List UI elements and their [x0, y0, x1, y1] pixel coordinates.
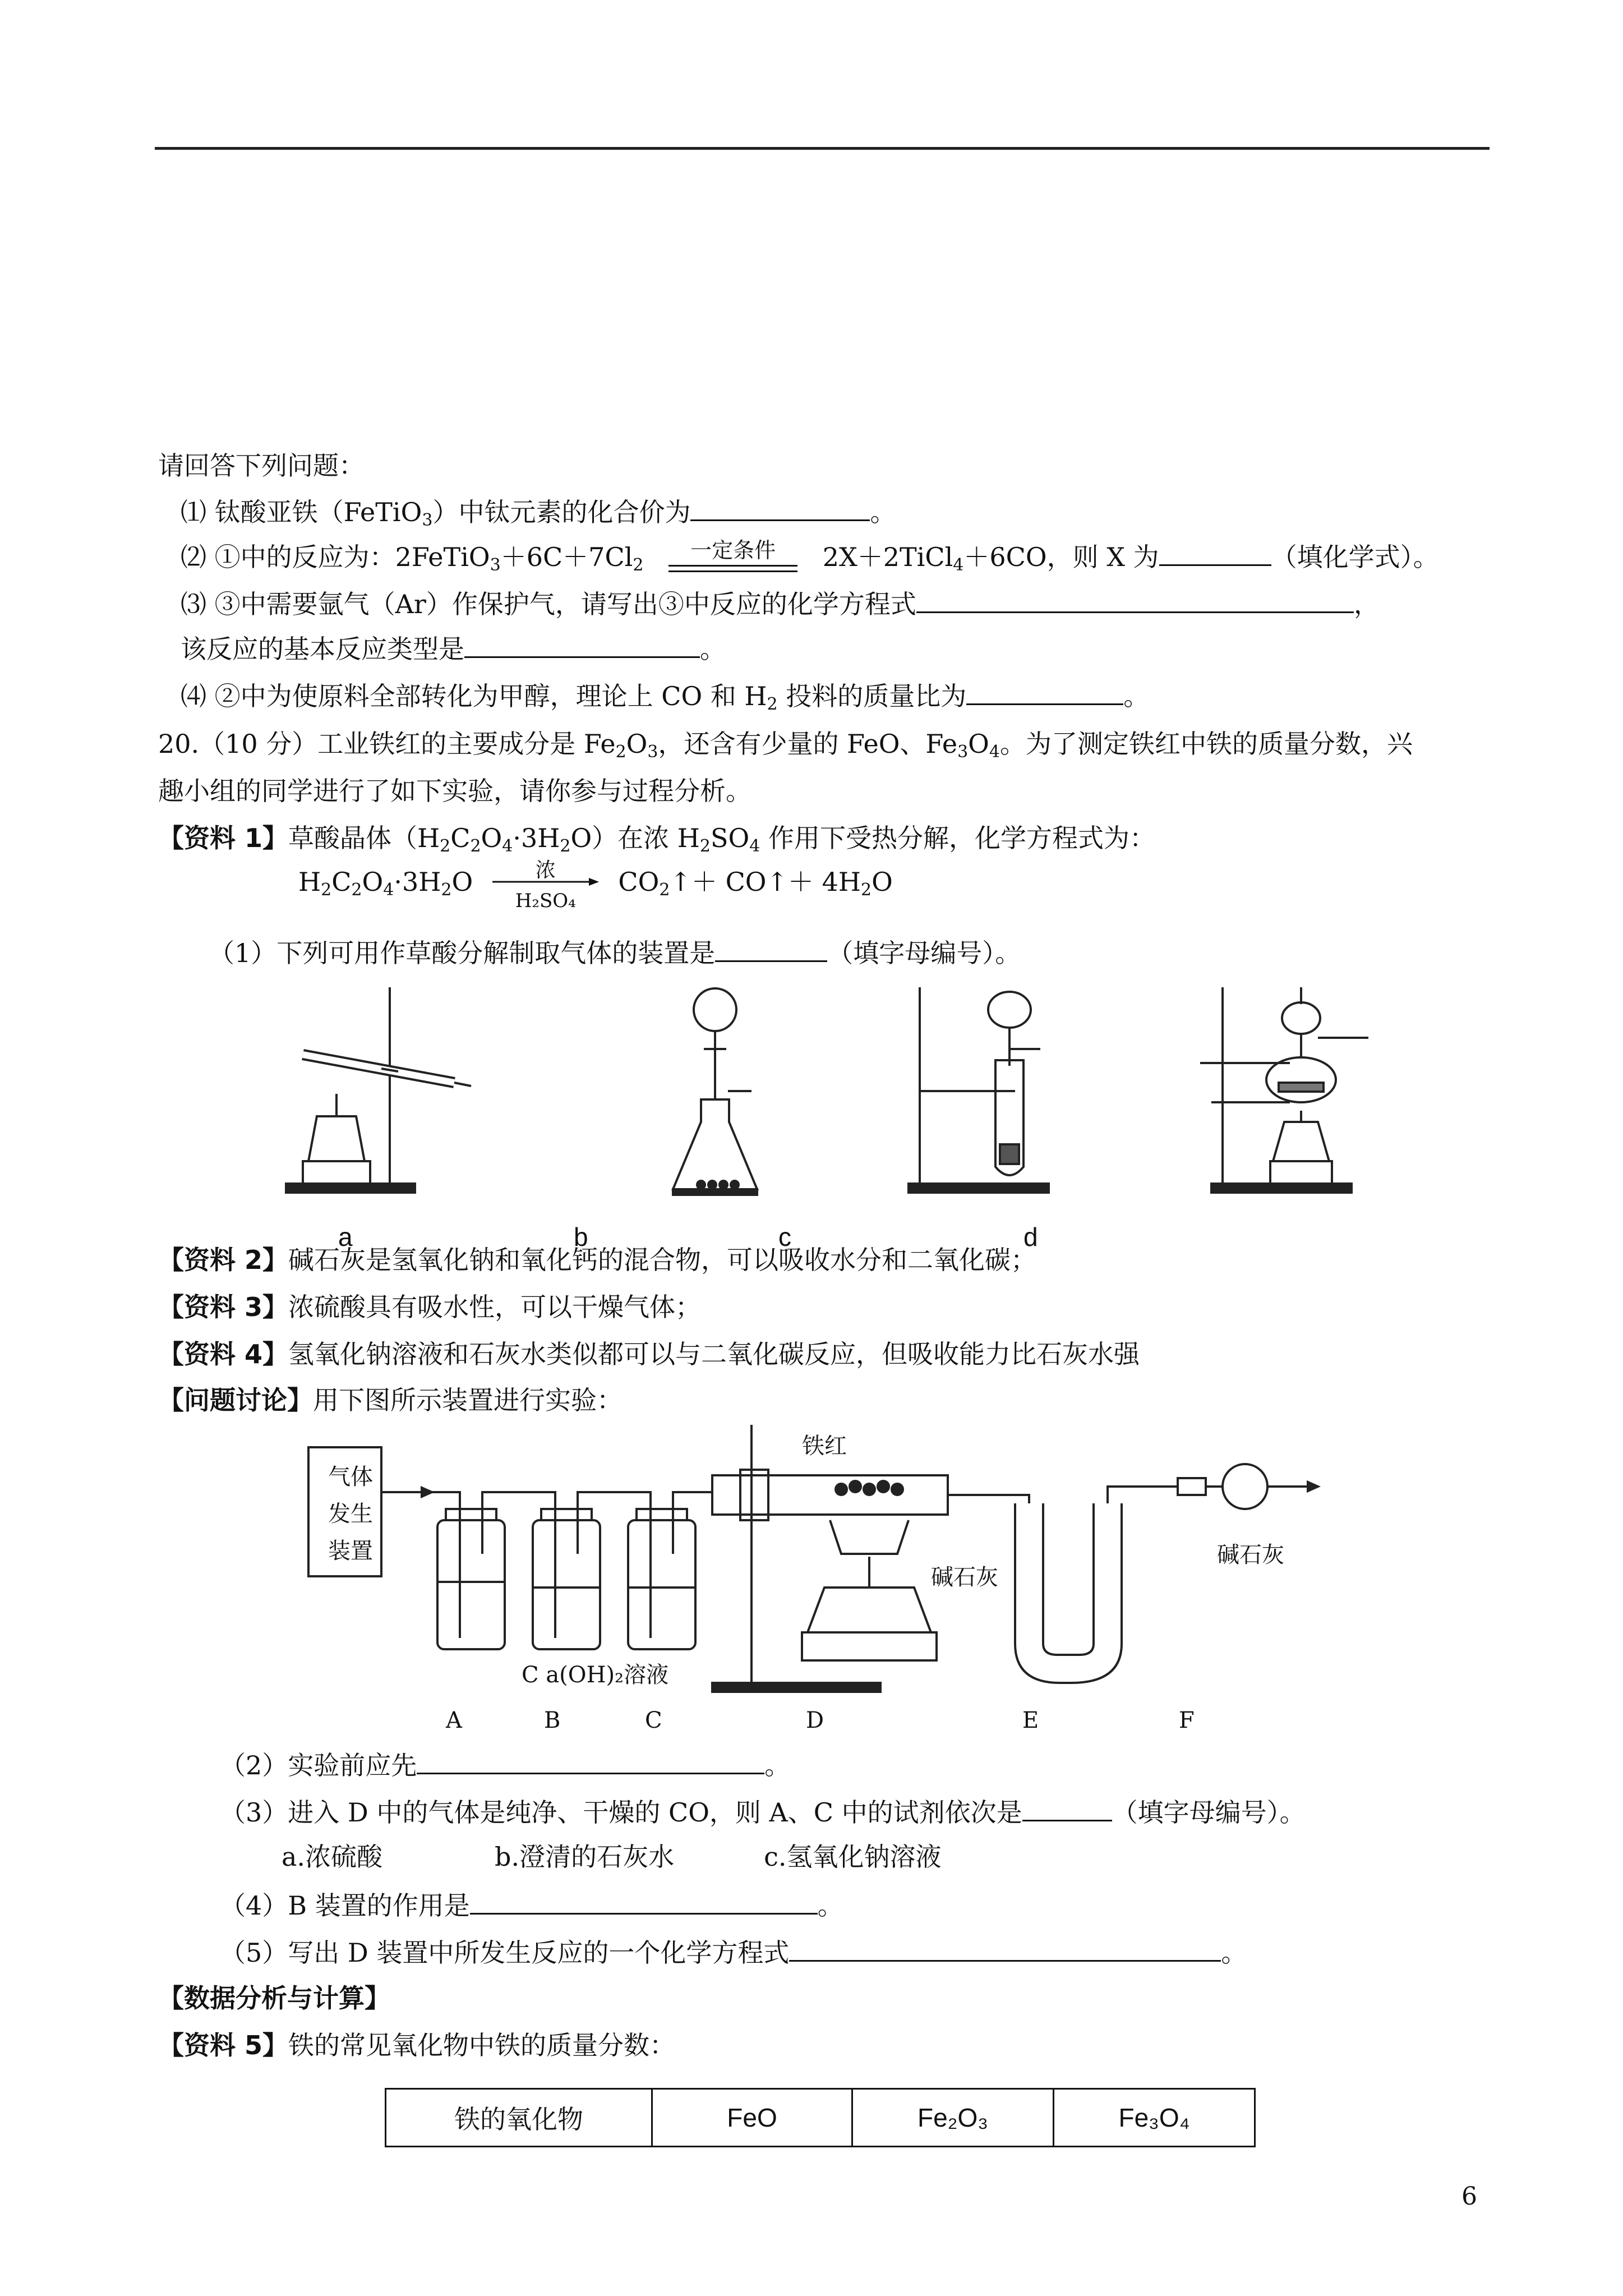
table-cell: 铁的氧化物 — [386, 2089, 652, 2147]
iron-oxide-table — [385, 2088, 1256, 2147]
answer-blank[interactable] — [916, 586, 1354, 613]
material-1: 【资料 1】草酸晶体$(H_2C_2O_4\cdot 3H_2O)$在浓 $H_2SO_4$ 作用下受热分解，化学方程式为： — [158, 823, 1155, 856]
answer-blank[interactable] — [690, 494, 870, 521]
q20-2: （2）实验前应先 。 — [220, 1747, 790, 1782]
oxalic-equation: $H_2C_2O_4\cdot 3H_2O$ 浓 H₂SO₄ $CO_2↑+$ CO↑＋ $4H_2O$ — [298, 859, 893, 912]
intro-line: 请回答下列问题： — [158, 450, 365, 481]
q19-3: ⑶ ③中需要氩气（Ar）作保护气，请写出③中反应的化学方程式 ， — [181, 586, 1380, 621]
setup-label-f: F — [1179, 1708, 1195, 1733]
setup-label-a: A — [446, 1708, 462, 1733]
q20-5: （5）写出 D 装置中所发生反应的一个化学方程式 。 — [220, 1934, 1247, 1970]
answer-blank[interactable] — [464, 631, 700, 658]
bottle-b — [482, 1492, 600, 1649]
option-b: b.澄清的石灰水 — [495, 1842, 675, 1872]
material-3: 【资料 3】浓硫酸具有吸水性，可以干燥气体； — [158, 1292, 702, 1322]
reaction-arrow: 浓 H₂SO₄ — [492, 862, 599, 907]
answer-blank[interactable] — [417, 1747, 764, 1774]
bottle-c — [578, 1492, 712, 1649]
answer-blank[interactable] — [1022, 1794, 1112, 1821]
q20-3-options — [282, 1840, 942, 1874]
q19-1: ⑴ 钛酸亚铁（FeTiO$_3$）中钛元素的化合价为 。 — [181, 494, 896, 529]
material-4: 【资料 4】氢氧化钠溶液和石灰水类似都可以与二氧化碳反应，但吸收能力比石灰水强 — [158, 1339, 1140, 1369]
apparatus-c — [909, 987, 1049, 1193]
caoh2-label: C a(OH)₂溶液 — [522, 1662, 669, 1688]
material-2: 【资料 2】碱石灰是氢氧化钠和氧化钙的混合物，可以吸收水分和二氧化碳； — [158, 1245, 1037, 1275]
iron-red-label: 铁红 — [802, 1433, 847, 1459]
experiment-setup-figure — [303, 1419, 1368, 1700]
apparatus-b — [673, 988, 757, 1195]
material-5: 【资料 5】铁的常见氧化物中铁的质量分数： — [158, 2030, 676, 2060]
table-cell: FeO — [652, 2089, 852, 2147]
q20-head2: 趣小组的同学进行了如下实验，请你参与过程分析。 — [158, 776, 751, 806]
bottle-a — [432, 1492, 505, 1649]
setup-label-b: B — [544, 1708, 561, 1733]
q20-3: （3）进入 D 中的气体是纯净、干燥的 CO，则 A、C 中的试剂依次是 （填字母编号）。 — [220, 1794, 1306, 1829]
apparatus-label-a: a — [338, 1222, 353, 1251]
apparatus-d — [1200, 987, 1368, 1193]
apparatus-label-c: c — [778, 1222, 791, 1251]
reaction-condition-sign: 一定条件 — [668, 542, 797, 576]
apparatus-label-d: d — [1023, 1222, 1038, 1251]
soda-lime-label-e: 碱石灰 — [931, 1565, 998, 1590]
table-row — [386, 2089, 1255, 2147]
apparatus-label-b: b — [574, 1222, 588, 1251]
answer-blank[interactable] — [789, 1934, 1221, 1962]
q20-4: （4）B 装置的作用是 。 — [220, 1887, 843, 1922]
setup-label-d: D — [806, 1708, 824, 1733]
calc-heading: 【数据分析与计算】 — [158, 1983, 390, 2013]
q19-2: ⑵ ①中的反应为：$2FeTiO_3+6C+7Cl_2$ 一定条件 2X＋2TiCl$_4$＋6CO，则 X 为 （填化学式）。 — [181, 538, 1439, 575]
apparatus-a — [286, 987, 471, 1193]
q20-head: 20.（10 分）工业铁红的主要成分是 $Fe_2O_3$，还含有少量的 FeO、$Fe_3O_4$。为了测定铁红中铁的质量分数，兴 — [158, 729, 1413, 762]
discussion-head: 【问题讨论】用下图所示装置进行实验： — [158, 1385, 623, 1415]
drying-tube-f — [1178, 1464, 1318, 1509]
setup-label-c: C — [645, 1708, 662, 1733]
tube-furnace-d — [712, 1425, 987, 1692]
header-rule — [155, 147, 1490, 150]
q20-1: （1）下列可用作草酸分解制取气体的装置是 （填字母编号）。 — [209, 935, 1021, 970]
soda-lime-label-f: 碱石灰 — [1217, 1542, 1284, 1568]
answer-blank[interactable] — [715, 935, 827, 962]
answer-blank[interactable] — [470, 1887, 818, 1915]
answer-blank[interactable] — [966, 678, 1123, 705]
apparatus-figure-abcd — [269, 970, 1458, 1228]
setup-label-e: E — [1022, 1708, 1039, 1733]
table-cell: Fe₃O₄ — [1054, 2089, 1255, 2147]
q19-4: ⑷ ②中为使原料全部转化为甲醇，理论上 CO 和 $H_2$ 投料的质量比为 。 — [181, 678, 1149, 713]
option-c: c.氢氧化钠溶液 — [764, 1842, 942, 1872]
answer-blank[interactable] — [1159, 539, 1271, 566]
u-tube-e — [987, 1487, 1178, 1683]
table-cell: Fe₂O₃ — [852, 2089, 1054, 2147]
option-a: a.浓硫酸 — [282, 1842, 383, 1872]
gas-generator-label: 气体 发生 装置 — [328, 1464, 373, 1564]
page-number: 6 — [1461, 2182, 1477, 2211]
q19-3-line2: 该反应的基本反应类型是 。 — [181, 631, 726, 666]
